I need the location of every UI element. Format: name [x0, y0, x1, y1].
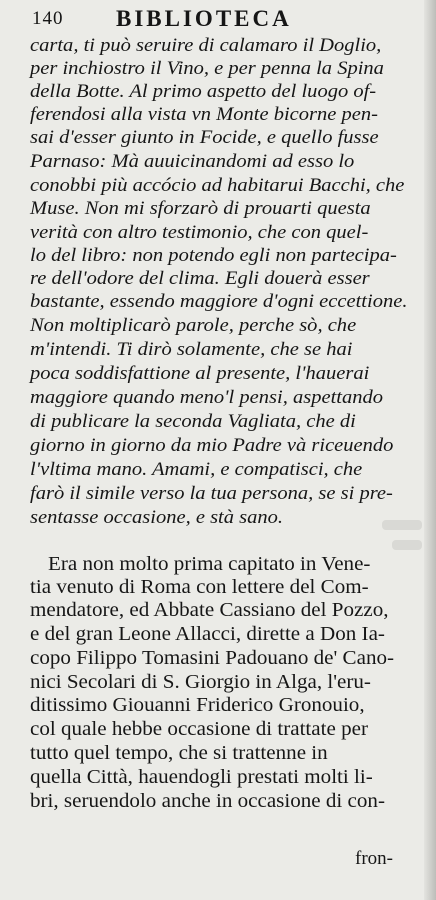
text-line: sentasse occasione, e stà sano. [30, 507, 284, 528]
text-line: bri, seruendolo anche in occasione di con- [30, 791, 385, 812]
show-through-mark [382, 520, 422, 530]
text-line: Parnaso: Mà auuicinandomi ad esso lo [30, 151, 355, 172]
running-title: BIBLIOTECA [116, 6, 292, 31]
text-line: lo del libro: non potendo egli non partecipa- [30, 245, 397, 266]
text-line: verità con altro testimonio, che con quel- [30, 222, 369, 243]
text-line: Non moltiplicarò parole, perche sò, che [30, 315, 357, 336]
show-through-mark [392, 540, 422, 550]
text-line: farò il simile verso la tua persona, se si pre- [30, 483, 393, 504]
text-line: nici Secolari di S. Giorgio in Alga, l'eru- [30, 672, 371, 693]
text-line: ditissimo Giouanni Friderico Gronouio, [30, 695, 365, 716]
text-line: mendatore, ed Abbate Cassiano del Pozzo, [30, 600, 389, 621]
text-line: re dell'odore del clima. Egli douerà esser [30, 268, 370, 289]
text-line: copo Filippo Tomasini Padouano de' Cano- [30, 648, 395, 669]
text-line: tia venuto di Roma con lettere del Com- [30, 577, 369, 598]
text-line: carta, ti può seruire di calamaro il Doglio, [30, 35, 382, 56]
text-line: maggiore quando meno'l pensi, aspettando [30, 387, 384, 408]
text-line: m'intendi. Ti dirò solamente, che se hai [30, 339, 353, 360]
text-line: di publicare la seconda Vagliata, che di [30, 411, 356, 432]
text-line: Era non molto prima capitato in Vene- [48, 554, 371, 575]
text-line: per inchiostro il Vino, e per penna la Spina [30, 58, 384, 79]
text-line: e del gran Leone Allacci, dirette a Don Ia- [30, 624, 385, 645]
text-line: poca soddisfattione al presente, l'hauerai [30, 363, 370, 384]
text-line: conobbi più accócio ad habitarui Bacchi, che [30, 175, 405, 196]
text-line: della Botte. Al primo aspetto del luogo of- [30, 81, 377, 102]
page-number: 140 [32, 8, 64, 29]
text-line: giorno in giorno da mio Padre và riceuendo [30, 435, 394, 456]
text-line: bastante, essendo maggiore d'ogni eccettione. [30, 291, 408, 312]
text-line: l'vltima mano. Amami, e compatisci, che [30, 459, 363, 480]
text-line: tutto quel tempo, che si trattenne in [30, 743, 328, 764]
text-line: quella Città, hauendogli prestati molti li- [30, 767, 373, 788]
page-gutter-shadow [424, 0, 436, 900]
text-line: ferendosi alla vista vn Monte bicorne pen- [30, 104, 379, 125]
text-line: col quale hebbe occasione di trattate per [30, 719, 368, 740]
catchword: fron- [355, 848, 393, 869]
text-line: sai d'esser giunto in Focide, e quello fusse [30, 127, 379, 148]
text-line: Muse. Non mi sforzarò di prouarti questa [30, 198, 371, 219]
page-header [32, 6, 372, 36]
